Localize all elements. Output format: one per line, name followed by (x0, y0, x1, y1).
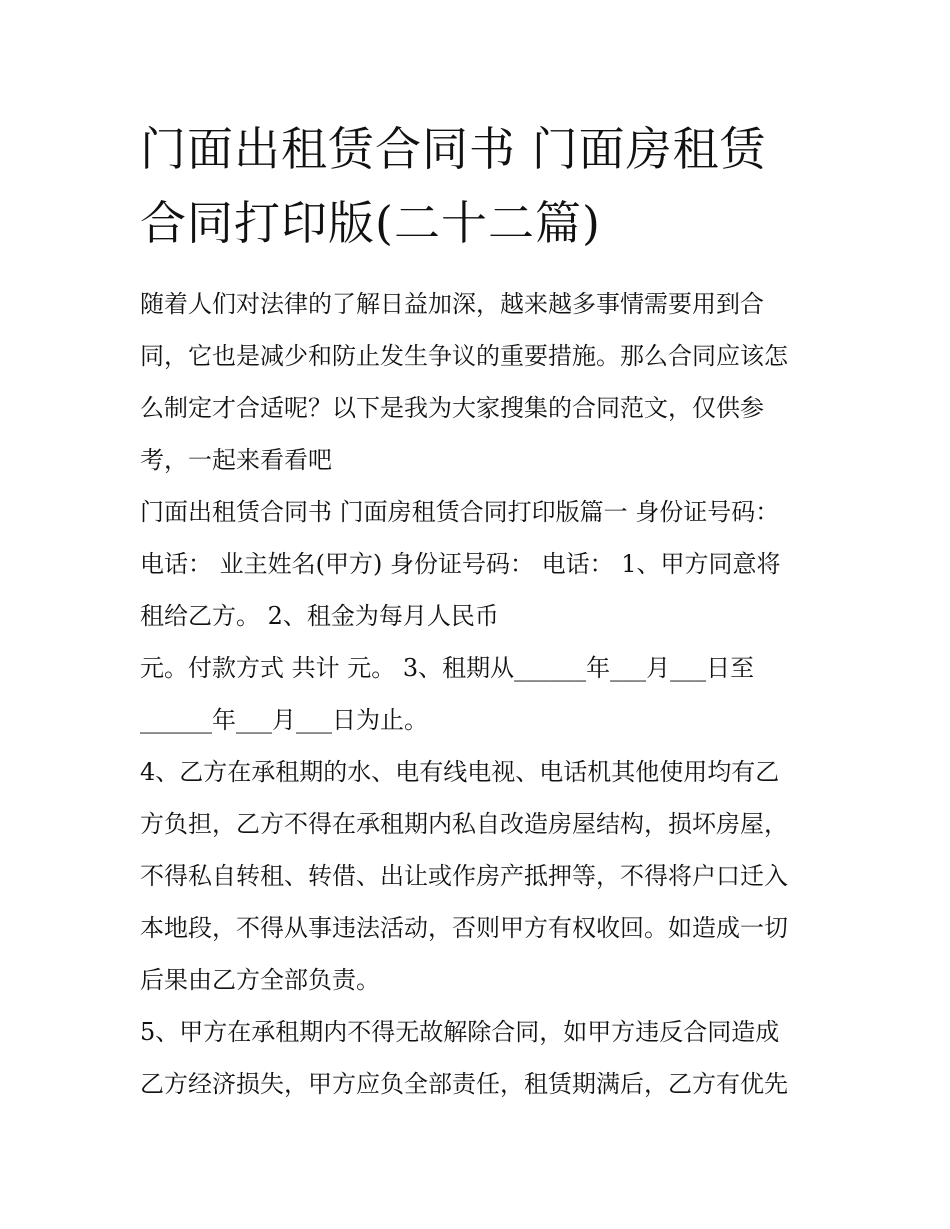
document-title (140, 112, 830, 260)
text-line: 同，它也是减少和防止发生争议的重要措施。那么合同应该怎 (140, 342, 788, 370)
text-line: 电话： 业主姓名(甲方) 身份证号码： 电话： 1、甲方同意将 (140, 550, 781, 578)
text-line: 本地段，不得从事违法活动，否则甲方有权收回。如造成一切 (140, 914, 788, 942)
text-line: 乙方经济损失，甲方应负全部责任，租赁期满后，乙方有优先 (140, 1070, 788, 1098)
document-body (140, 278, 830, 1110)
text-line: 元。付款方式 共计 元。 3、租期从______年___月___日至 (140, 654, 755, 682)
paragraph-contract-header (140, 486, 830, 642)
paragraph-clause-5 (140, 1006, 830, 1110)
text-line: 方负担，乙方不得在承租期内私自改造房屋结构，损坏房屋， (140, 810, 788, 838)
text-line: 门面出租赁合同书 门面房租赁合同打印版篇一 身份证号码： (140, 498, 780, 526)
title-line-2: 合同打印版(二十二篇) (140, 196, 601, 250)
text-line: 后果由乙方全部负责。 (140, 966, 380, 994)
text-line: 不得私自转租、转借、出让或作房产抵押等，不得将户口迁入 (140, 862, 788, 890)
text-line: 考，一起来看看吧 (140, 446, 332, 474)
paragraph-payment-term (140, 642, 830, 746)
paragraph-clause-4 (140, 746, 830, 1006)
title-line-1: 门面出租赁合同书 门面房租赁 (140, 122, 767, 176)
text-line: 5、甲方在承租期内不得无故解除合同，如甲方违反合同造成 (140, 1018, 780, 1046)
text-line: 随着人们对法律的了解日益加深，越来越多事情需要用到合 (140, 290, 764, 318)
paragraph-intro (140, 278, 830, 486)
text-line: 么制定才合适呢？以下是我为大家搜集的合同范文，仅供参 (140, 394, 764, 422)
text-line: ______年___月___日为止。 (140, 706, 428, 734)
text-line: 4、乙方在承租期的水、电有线电视、电话机其他使用均有乙 (140, 758, 780, 786)
text-line: 租给乙方。 2、租金为每月人民币 (140, 602, 499, 630)
